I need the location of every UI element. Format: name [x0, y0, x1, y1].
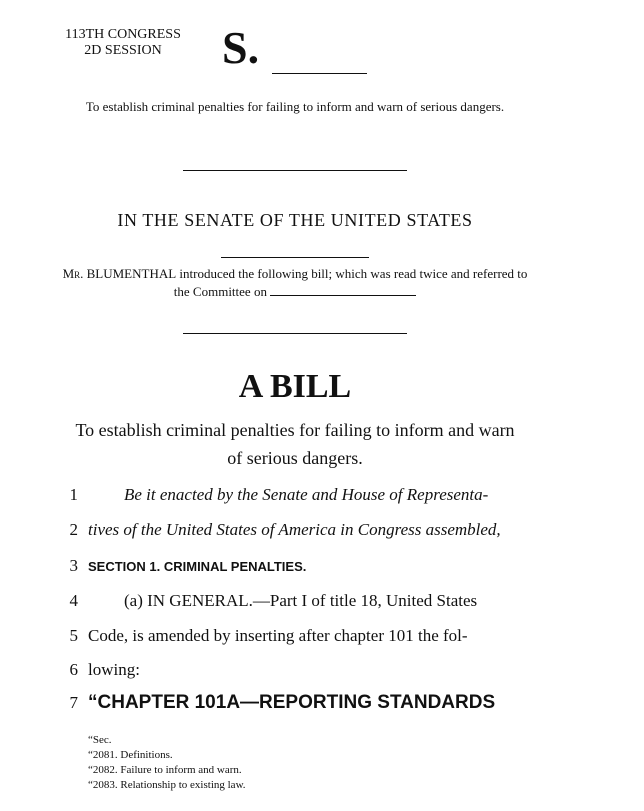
line-text-1: Be it enacted by the Senate and House of Representa- [124, 485, 489, 504]
line-text-4 [124, 591, 536, 611]
bill-title: A BILL [238, 368, 352, 405]
line-number-2: 2 [69, 520, 78, 539]
divider-3 [183, 333, 407, 334]
section-list-header: “Sec. [88, 734, 112, 746]
section-list [88, 733, 246, 793]
chapter-heading: “CHAPTER 101A—REPORTING STANDARDS [88, 692, 496, 713]
divider-1 [183, 170, 407, 171]
section-list-item: “2081. Definitions. [88, 749, 173, 761]
short-purpose: To establish criminal penalties for failing to inform and warn of serious dangers. [85, 99, 505, 114]
line-text-2: tives of the United States of America in Congress assembled, [88, 520, 501, 539]
line-number-1: 1 [69, 485, 78, 504]
line-number-5: 5 [69, 626, 78, 645]
introduction-text: introduced the following bill; which was read twice and referred to the Committee on [173, 266, 528, 299]
line-text-5: Code, is amended by inserting after chapter 101 the fol- [88, 626, 468, 645]
line-text-6: lowing: [88, 660, 140, 679]
bill-number-blank [272, 73, 367, 74]
introduction [60, 265, 530, 301]
section-list-item: “2083. Relationship to existing law. [88, 779, 246, 791]
congress-session [56, 27, 190, 59]
line-number-7: 7 [69, 693, 78, 712]
divider-2 [221, 257, 369, 258]
chamber-heading: IN THE SENATE OF THE UNITED STATES [117, 210, 473, 230]
section-list-item: “2082. Failure to inform and warn. [88, 764, 242, 776]
section-heading: SECTION 1. CRIMINAL PENALTIES. [88, 559, 307, 574]
session-label: 2D SESSION [84, 43, 162, 58]
line-number-6: 6 [69, 660, 78, 679]
line-number-4: 4 [69, 591, 78, 610]
committee-blank [270, 283, 416, 296]
congress-label: 113TH CONGRESS [65, 27, 181, 42]
sponsor-name: Mr. BLUMENTHAL [62, 266, 177, 281]
line-number-3: 3 [69, 556, 78, 575]
bill-prefix: S. [222, 22, 260, 73]
subsection-text: (a) IN GENERAL.—Part I of title 18, United States [124, 591, 478, 610]
main-purpose: To establish criminal penalties for failing to inform and warn of serious dangers. [75, 420, 515, 468]
